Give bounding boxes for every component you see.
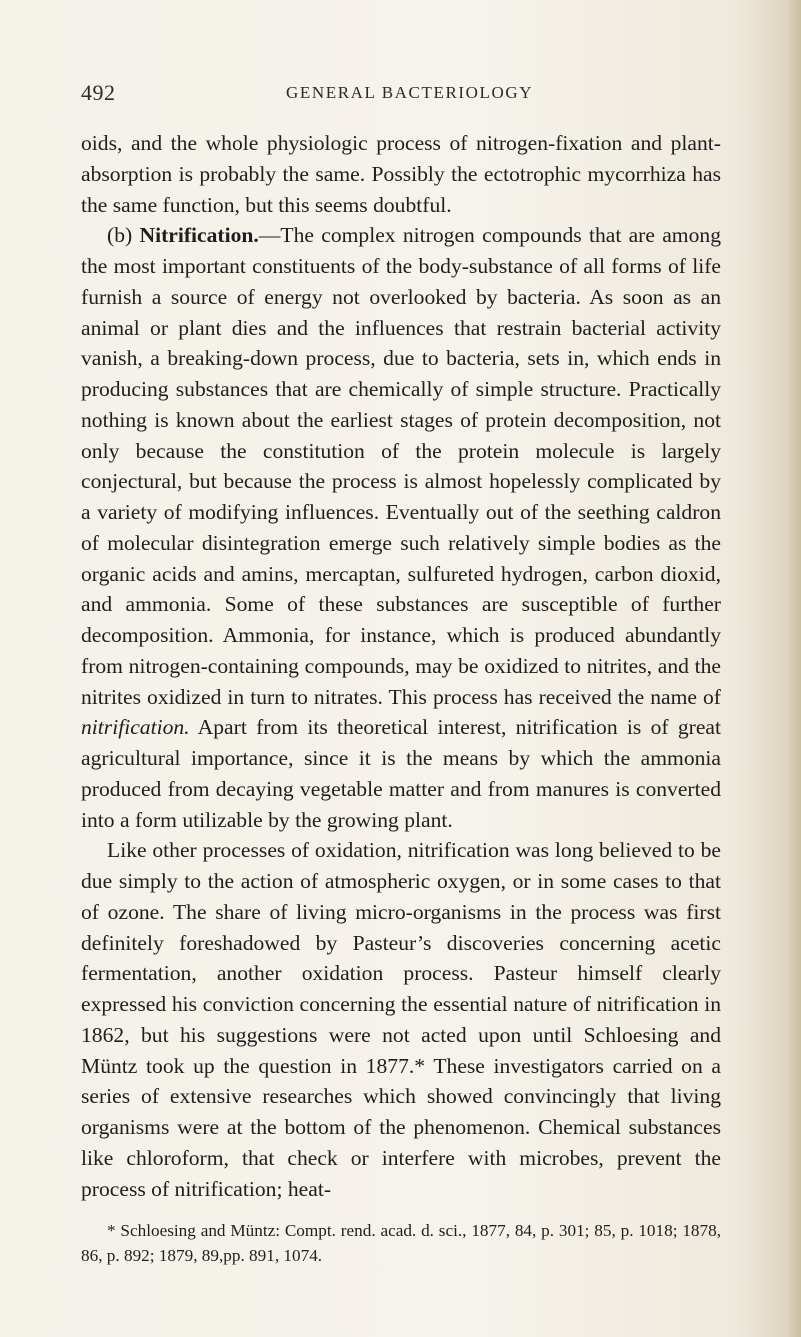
paragraph-continuation: oids, and the whole physiologic process of nitrogen-fixation and plant-absorption is probably the same. Possibly the ectotrophic mycorrhiza has the same function, but this seems doubtful.	[81, 131, 721, 217]
footnote	[81, 1218, 721, 1268]
paragraph-text: —The complex nitrogen compounds that are among the most important constituents of the body-substance of all forms of life furnish a source of energy not overlooked by bacteria. As soon as an animal or plant dies and the influences that restrain bacterial activity vanish, a breaking-down process, due to bacteria, sets in, which ends in producing substances that are chemically of simple structure. Practically nothing is known about the earliest stages of protein decomposition, not only because the constitution of the protein molecule is largely conjectural, but because the process is almost hopelessly complicated by a variety of modifying influences. Eventually out of the seething caldron of molecular disintegration emerge such relatively simple bodies as the organic acids and amins, mercaptan, sulfureted hydrogen, carbon dioxid, and ammonia. Some of these substances are susceptible of further decomposition. Ammonia, for instance, which is produced abundantly from nitrogen-containing compounds, may be oxidized to nitrites, and the nitrites oxidized in turn to nitrates. This process has received the name of	[81, 223, 721, 709]
footnote-text: * Schloesing and Müntz: Compt. rend. acad. d. sci., 1877, 84, p. 301; 85, p. 1018; 1878, 86, p. 892; 1879, 89,pp. 891, 1074.	[81, 1221, 721, 1265]
page-edge-shadow	[787, 0, 801, 1337]
page-number: 492	[81, 80, 116, 105]
paragraph-text-cont: Apart from its theoretical interest, nitrification is of great agricultural importance, since it is the means by which the ammonia produced from decaying vegetable matter and from manures is converted into a form utilizable by the growing plant.	[81, 715, 721, 832]
section-label: (b)	[107, 223, 133, 248]
page-header	[81, 80, 721, 114]
running-head: GENERAL BACTERIOLOGY	[286, 83, 534, 102]
italic-term: nitrification.	[81, 715, 190, 740]
body-text	[81, 128, 721, 1204]
section-heading: Nitrification.	[139, 223, 259, 248]
paragraph-nitrification	[81, 220, 721, 835]
paragraph-oxidation: Like other processes of oxidation, nitrification was long believed to be due simply to the action of atmospheric oxygen, or in some cases to that of ozone. The share of living micro-organisms in the process was first definitely foreshadowed by Pasteur’s discoveries concerning acetic fermentation, another oxidation process. Pasteur himself clearly expressed his conviction concerning the essential nature of nitrification in 1862, but his suggestions were not acted upon until Schloesing and Müntz took up the question in 1877.* These investigators carried on a series of extensive researches which showed convincingly that living organisms were at the bottom of the phenomenon. Chemical substances like chloroform, that check or interfere with microbes, prevent the process of nitrification; heat-	[81, 838, 721, 1201]
